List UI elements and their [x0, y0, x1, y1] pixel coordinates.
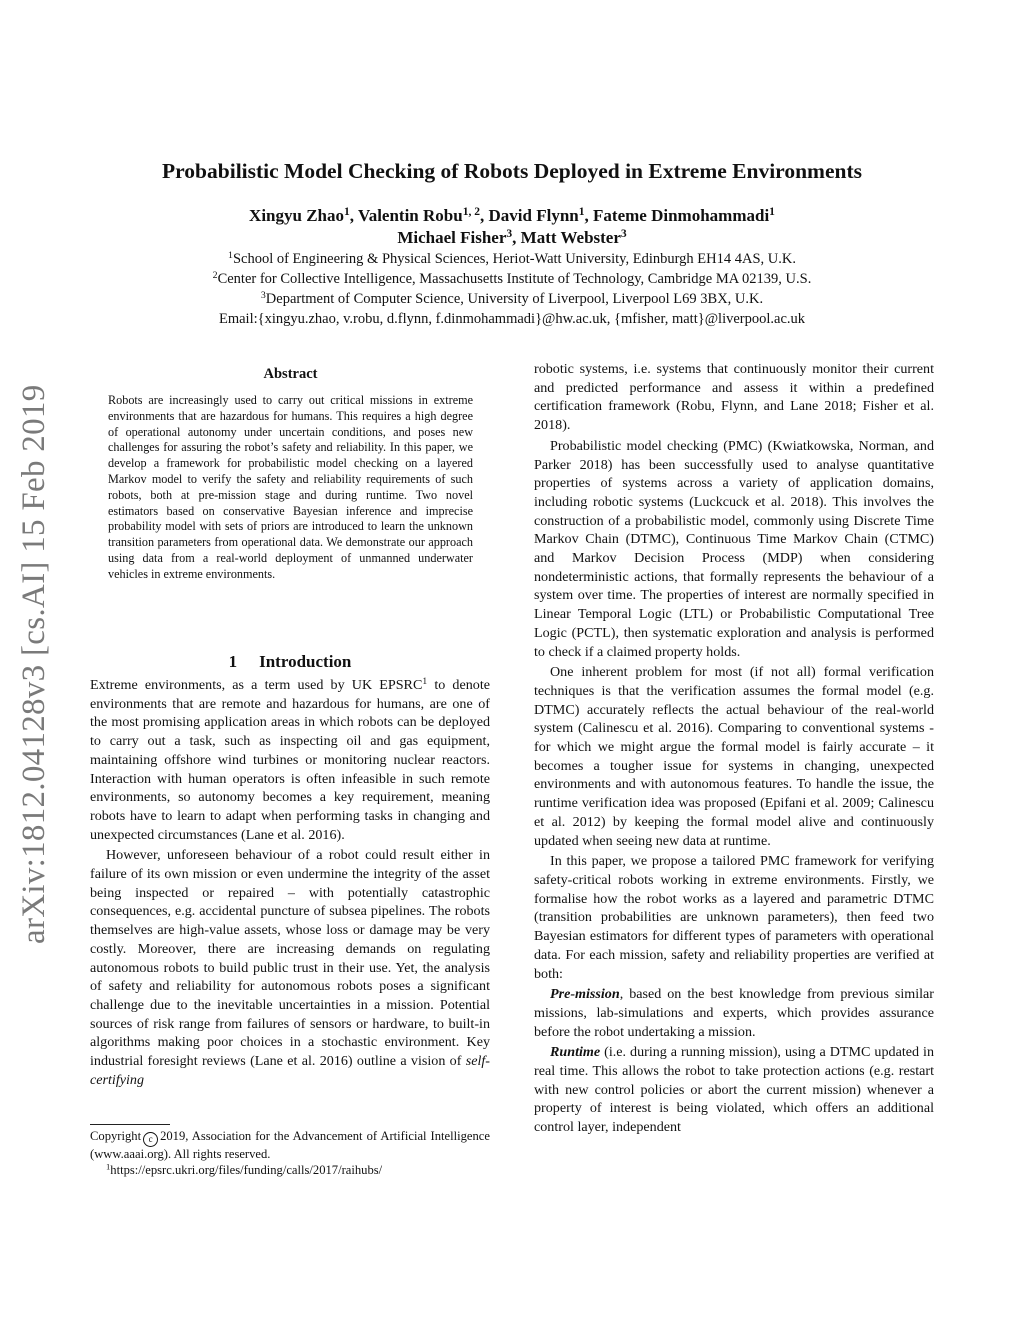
left-column — [90, 676, 490, 1122]
author-affil-mark: 3 — [620, 227, 627, 241]
abstract-text: Robots are increasingly used to carry out critical missions in extreme environments that are hazardous for humans. This requires a high degree of operational autonomy under uncertain conditions, and poses new challenges for assuring the robot’s safety and reliability. In this paper, we develop a framework for probabilistic model checking on a layered Markov model to verify the safety and reliability requirements of such robots, both at pre-mission stage and during runtime. Two novel estimators based on conservative Bayesian inference and imprecise probability model with sets of priors are introduced to learn the unknown transition parameters from operational data. We demonstrate our approach using data from a real-world deployment of unmanned underwater vehicles in extreme environments. — [108, 393, 473, 581]
footnotes — [90, 1129, 490, 1178]
author-name: David Flynn — [488, 206, 579, 225]
right-column — [534, 360, 934, 1190]
author-affil-mark: 1 — [344, 205, 350, 219]
copyright-notice: Copyright c 2019, Association for the Advancement of Artificial Intelligence (www.aaai.org). All rights reserved. — [90, 1129, 490, 1161]
arxiv-stamp: arXiv:1812.04128v3 [cs.AI] 15 Feb 2019 — [16, 384, 52, 944]
paragraph: In this paper, we propose a tailored PMC framework for verifying safety-critical robots working in extreme environments. Firstly, we formalise how the robot works as a layered and parametric DTMC (transition probabilities are unknown parameters), then feed two Bayesian estimators for different types of parameters with operational data. For each mission, safety and reliability properties are verified at both: — [534, 853, 934, 982]
paragraph: Probabilistic model checking (PMC) (Kwiatkowska, Norman, and Parker 2018) has been successfully used to analyse quantitative properties of systems across a variety of application domains, including robotic systems (Luckcuck et al. 2018). This involves the construction of a probabilistic model, commonly using Discrete Time Markov Chain (DTMC), Continuous Time Markov Chain (CTMC) and Markov Decision Process (MDP) when considering nondeterministic actions, that formally represents the behaviour of a system over time. The properties of interest are normally specified in Linear Temporal Logic (LTL) or Probabilistic Computational Tree Logic (PCTL), then systematic exploration and analysis is performed to check if a claimed property holds. — [534, 437, 934, 660]
footnote-1: $^1$https://epsrc.ukri.org/files/funding/calls/2017/raihubs/ — [106, 1161, 383, 1177]
paragraph: Runtime (i.e. during a running mission), using a DTMC updated in real time. This allows the robot to take protection actions (e.g. restart with new control policies or abort the current mission) whenever a property of interest is being violated, which offers an additional control layer, independent — [534, 1044, 934, 1136]
section-number: 1 — [228, 652, 238, 671]
runtime-label: Runtime — [550, 1044, 601, 1061]
author-affil-mark: 1 — [769, 205, 775, 219]
pre-mission-label: Pre-mission — [550, 986, 620, 1003]
paragraph: Extreme environments, as a term used by UK EPSRC$^1$ to denote environments that are remote and hazardous for humans, are one of the most promising application areas in which robots can be deployed to carry out a task, such as inspecting oil and gas equipment, maintaining offshore wind turbines or monitoring nuclear reactors. Interaction with human operators is often infeasible in such remote environments, so autonomy becomes a key requirement, meaning robots have to learn to adapt when performing tasks in changing and unexpected circumstances (Lane et al. 2016). — [90, 676, 490, 843]
paragraph: robotic systems, i.e. systems that continuously monitor their current and predicted performance and assess it within a predefined certification framework (Robu, Flynn, and Lane 2018; Fisher et al. 2018). — [534, 361, 934, 434]
affiliation-block — [60, 249, 964, 329]
copyright-icon: c — [143, 1132, 158, 1147]
author-name: Xingyu Zhao — [249, 206, 344, 225]
paper-title: Probabilistic Model Checking of Robots Deployed in Extreme Environments — [162, 159, 862, 183]
author-name: Matt Webster — [520, 228, 621, 247]
author-name: Valentin Robu — [357, 206, 463, 225]
author-affil-mark: 3 — [506, 227, 513, 241]
author-name: Fateme Dinmohammadi — [593, 206, 770, 225]
affiliation-line: $^2$Center for Collective Intelligence, Massachusetts Institute of Technology, Cambridge MA 02139, U.S. — [212, 270, 812, 287]
author-affil-mark: 1, 2 — [462, 205, 481, 219]
section-heading — [90, 650, 490, 674]
affiliation-line: $^3$Department of Computer Science, University of Liverpool, Liverpool L69 3BX, U.K. — [260, 290, 764, 307]
email-line: Email:{xingyu.zhao, v.robu, d.flynn, f.dinmohammadi}@hw.ac.uk, {mfisher, matt}@liverpool.ac.uk — [218, 311, 806, 327]
paragraph: One inherent problem for most (if not all) formal verification techniques is that the verification assumes the formal model (e.g. DTMC) accurately reflects the actual behaviour of the real-world system (Calinescu et al. 2016). Comparing to conventional systems - for which we might argue the formal model is fairly accurate – it becomes a tougher issue for systems in changing, unexpected environments and with autonomous features. To handle the issue, the runtime verification idea was proposed (Epifani et al. 2009; Calinescu et al. 2012) by keeping the formal model alive and continuously updated when seeing new data at runtime. — [534, 664, 934, 849]
paragraph: However, unforeseen behaviour of a robot could result either in failure of its own mission or even undermine the integrity of the asset being inspected or repaired – with potentially catastrophic consequences, e.g. accidental puncture of subsea pipelines. The robots themselves are high-value assets, whose loss or damage may be very costly. Moreover, there are increasing demands on regulating autonomous robots to build public trust in their use. Yet, the analysis of safety and reliability for autonomous robots poses a significant challenge due to the inevitable uncertainties in a mission. Potential sources of risk range from failures of sensors or hardware, to built-in algorithms making poor choices in a stochastic environment. Key industrial foresight reviews (Lane et al. 2016) outline a vision of self-certifying — [90, 847, 490, 1088]
footnote-divider — [90, 1124, 170, 1125]
author-affil-mark: 1 — [578, 205, 585, 219]
affiliation-line: $^1$School of Engineering & Physical Sciences, Heriot-Watt University, Edinburgh EH14 4AS, U.K. — [228, 250, 796, 267]
paragraph: Pre-mission, based on the best knowledge from previous similar missions, lab-simulations and experts, which provides assurance before the robot undertaking a mission. — [534, 986, 934, 1040]
footnote-url: https://epsrc.ukri.org/files/funding/calls/2017/raihubs/ — [110, 1162, 383, 1177]
section-title: Introduction — [259, 652, 352, 671]
abstract-heading: Abstract — [263, 366, 318, 382]
author-name: Michael Fisher — [397, 228, 507, 247]
author-list: Xingyu Zhao$^1$, Valentin Robu$^{1, 2}$, David Flynn$^1$, Fateme Dinmohammadi$^1$ Michael Fisher$^3$, Matt Webster$^3$ — [249, 205, 775, 247]
footnote-mark: 1 — [422, 676, 428, 688]
